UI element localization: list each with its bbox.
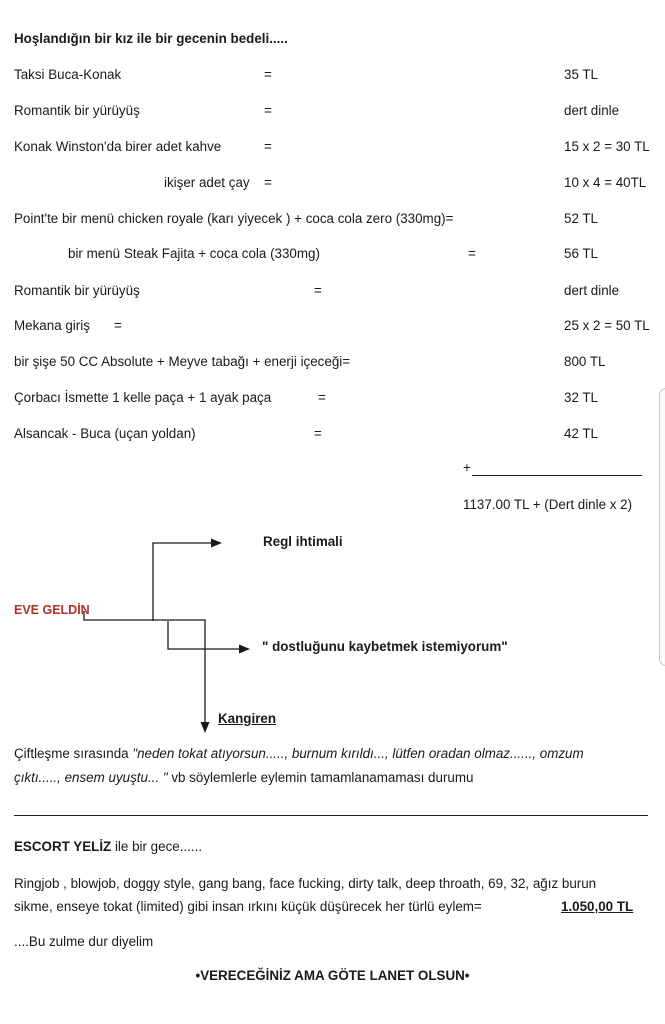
closing-text: ....Bu zulme dur diyelim — [14, 934, 154, 949]
description-suffix: vb söylemlerle eylemin tamamlanamaması durumu — [167, 770, 474, 785]
arrow-head-icon — [211, 539, 222, 548]
footer-slogan: •VERECEĞİNİZ AMA GÖTE LANET OLSUN• — [195, 968, 470, 983]
arrow-head-icon — [239, 645, 250, 654]
expense-item: ikişer adet çay — [164, 175, 250, 190]
expense-cost: 10 x 4 = 40TL — [564, 175, 647, 190]
expense-cost: 32 TL — [564, 390, 598, 405]
expense-equals: = — [468, 246, 476, 261]
expense-equals: = — [314, 283, 322, 298]
expense-cost: dert dinle — [564, 103, 620, 118]
escort-heading — [14, 839, 202, 854]
escort-heading-rest: ile bir gece...... — [111, 839, 203, 854]
expense-item: Romantik bir yürüyüş — [14, 283, 140, 298]
expense-cost: 25 x 2 = 50 TL — [564, 318, 650, 333]
escort-name: ESCORT YELİZ — [14, 839, 112, 854]
flow-branch-regl: Regl ihtimali — [263, 534, 343, 549]
expense-item: Point'te bir menü chicken royale (karı yiyecek ) + coca cola zero (330mg)= — [14, 211, 454, 226]
expense-item: Taksi Buca-Konak — [14, 67, 122, 82]
escort-description-line-2: sikme, enseye tokat (limited) gibi insan ırkını küçük düşürecek her türlü eylem= — [14, 899, 482, 914]
plus-sign: + — [463, 460, 471, 475]
expense-equals: = — [264, 67, 272, 82]
expense-item: bir şişe 50 CC Absolute + Meyve tabağı + enerji içeceği= — [14, 354, 351, 369]
expense-item: Romantik bir yürüyüş — [14, 103, 140, 118]
escort-description-line-1: Ringjob , blowjob, doggy style, gang bang, face fucking, dirty talk, deep throath, 69, 32, ağız burun — [14, 876, 597, 891]
expense-equals: = — [314, 426, 322, 441]
page-title: Hoşlandığın bir kız ile bir gecenin bedeli..... — [14, 31, 288, 46]
kangiren-description-line-1 — [14, 746, 584, 761]
expense-equals: = — [264, 175, 272, 190]
expense-equals: = — [318, 390, 326, 405]
expense-cost: 35 TL — [564, 67, 598, 82]
section-divider — [14, 815, 648, 816]
description-quote: çıktı....., ensem uyuştu... " — [14, 770, 168, 785]
page-edge-tab — [659, 388, 665, 666]
escort-price: 1.050,00 TL — [561, 899, 634, 914]
total-amount: 1137.00 TL + (Dert dinle x 2) — [463, 497, 633, 512]
expense-equals: = — [264, 103, 272, 118]
arrow-head-icon — [201, 722, 210, 733]
expense-cost: 15 x 2 = 30 TL — [564, 139, 650, 154]
flow-connector-kangiren — [84, 611, 205, 723]
expense-cost: 56 TL — [564, 246, 598, 261]
kangiren-description-line-2 — [14, 770, 473, 785]
expense-item: bir menü Steak Fajita + coca cola (330mg) — [68, 246, 320, 261]
expense-equals: = — [264, 139, 272, 154]
expense-item: Konak Winston'da birer adet kahve — [14, 139, 222, 154]
expense-equals: = — [114, 318, 122, 333]
expense-item: Alsancak - Buca (uçan yoldan) — [14, 426, 196, 441]
flow-connector-regl — [153, 543, 212, 608]
expense-cost: 52 TL — [564, 211, 598, 226]
expense-cost: dert dinle — [564, 283, 620, 298]
description-quote: "neden tokat atıyorsun....., burnum kırıldı..., lütfen oradan olmaz......, omzum — [132, 746, 584, 761]
description-prefix: Çiftleşme sırasında — [14, 746, 133, 761]
flow-start-label: EVE GELDİN — [14, 603, 90, 617]
expense-item: Çorbacı İsmette 1 kelle paça + 1 ayak paça — [14, 390, 272, 405]
expense-item: Mekana giriş — [14, 318, 90, 333]
expense-cost: 800 TL — [564, 354, 606, 369]
flow-branch-kangiren: Kangiren — [218, 711, 277, 726]
flow-branch-dostluk: " dostluğunu kaybetmek istemiyorum" — [262, 639, 508, 654]
flow-connector-dostluk — [168, 621, 240, 649]
expense-cost: 42 TL — [564, 426, 598, 441]
